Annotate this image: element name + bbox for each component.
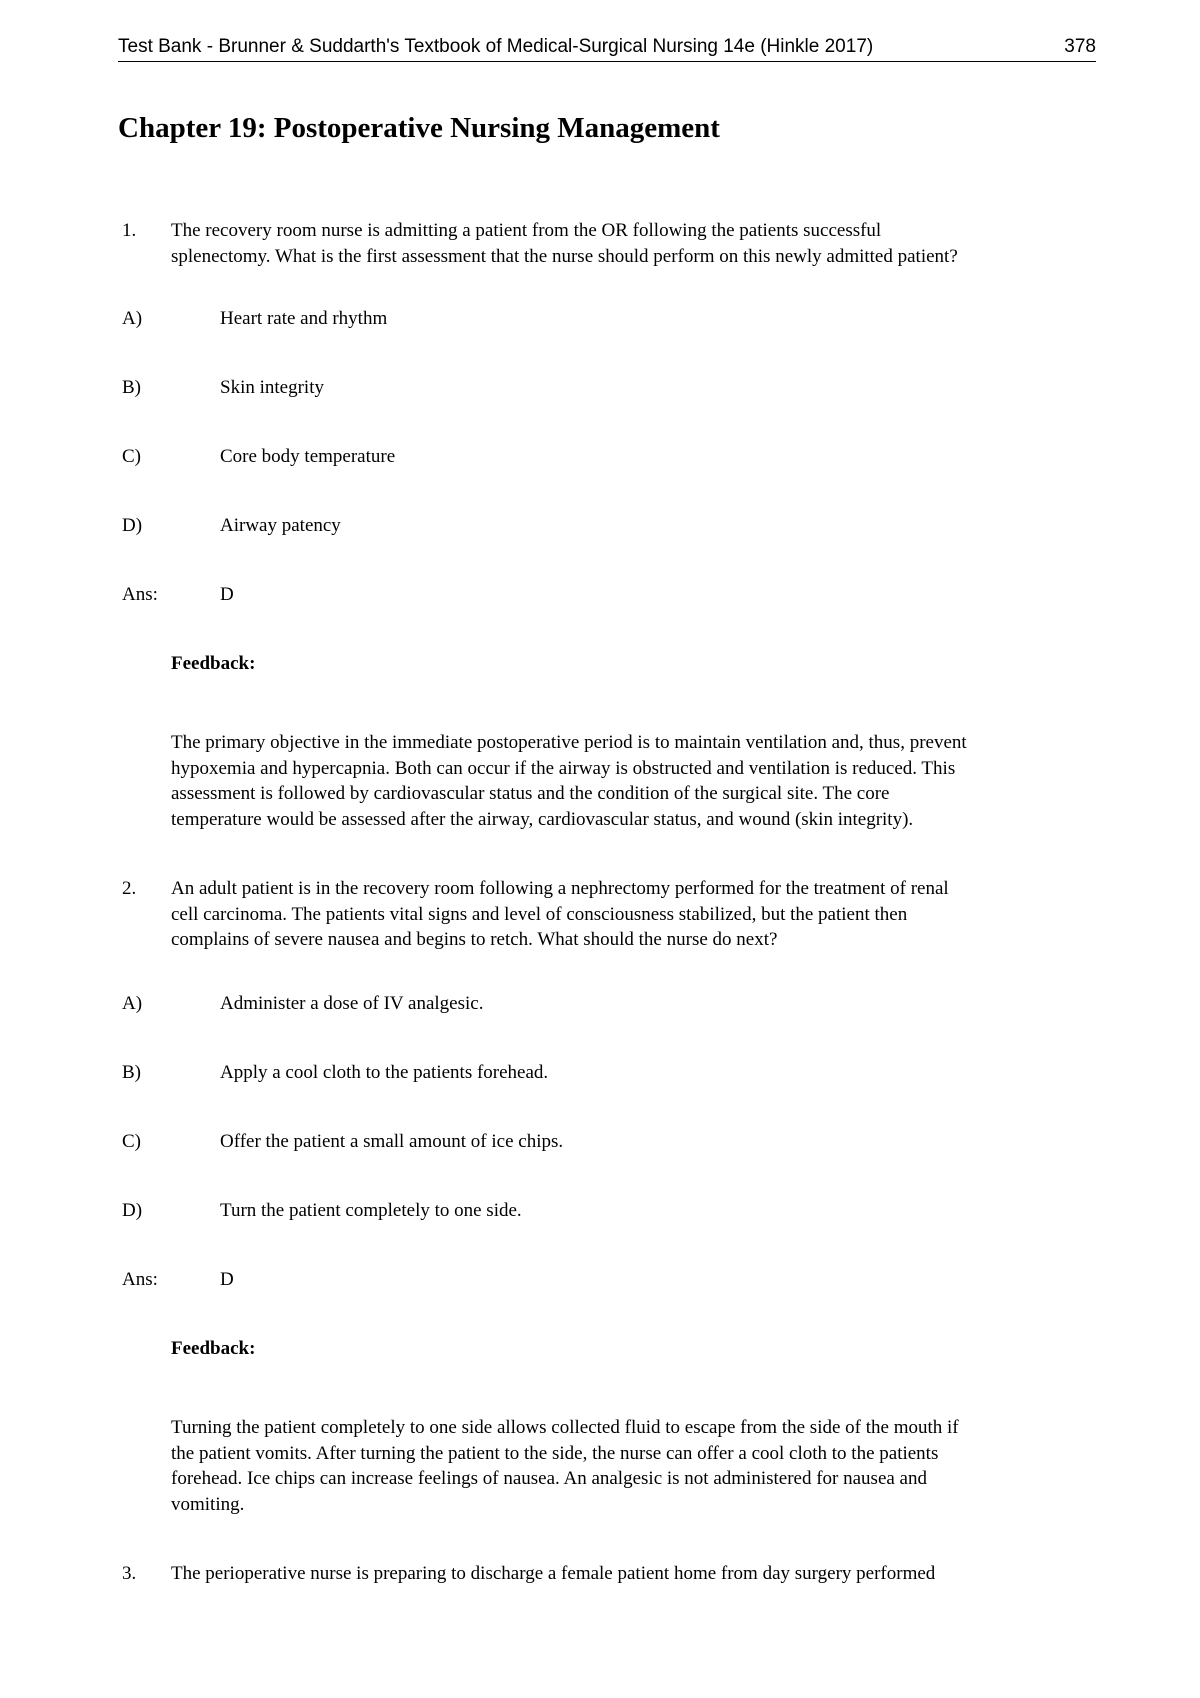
feedback-line: The primary objective in the immediate postoperative period is to maintain ventilation and, thus, prevent [171, 732, 967, 753]
chapter-title: Chapter 19: Postoperative Nursing Management [118, 112, 720, 144]
option-letter: C) [122, 446, 141, 467]
option-text: Airway patency [220, 515, 341, 536]
answer-label: Ans: [122, 584, 158, 605]
option-letter: B) [122, 1062, 141, 1083]
answer-label: Ans: [122, 1269, 158, 1290]
feedback-text [171, 730, 1096, 832]
option-text: Heart rate and rhythm [220, 308, 388, 329]
feedback-label: Feedback: [171, 653, 256, 674]
feedback-label: Feedback: [171, 1338, 256, 1359]
feedback-line: temperature would be assessed after the airway, cardiovascular status, and wound (skin integrity). [171, 808, 914, 830]
option-text: Administer a dose of IV analgesic. [220, 993, 484, 1014]
answer-value: D [220, 1269, 234, 1290]
feedback-text [171, 1415, 1096, 1517]
option-letter: D) [122, 1200, 143, 1221]
question-number: 3. [122, 1563, 137, 1584]
feedback-line: the patient vomits. After turning the patient to the side, the nurse can offer a cool cloth to the patients [171, 1442, 939, 1464]
question-number: 2. [122, 878, 137, 899]
question-line: The recovery room nurse is admitting a patient from the OR following the patients successful [171, 220, 882, 241]
option-letter: C) [122, 1131, 141, 1152]
question-line: The perioperative nurse is preparing to discharge a female patient home from day surgery performed [171, 1563, 936, 1584]
question-line: complains of severe nausea and begins to retch. What should the nurse do next? [171, 929, 778, 950]
option-letter: B) [122, 377, 141, 398]
question-line: splenectomy. What is the first assessment that the nurse should perform on this newly admitted patient? [171, 245, 958, 267]
option-letter: A) [122, 993, 143, 1014]
feedback-line: vomiting. [171, 1493, 245, 1515]
header-rule [118, 61, 1096, 62]
option-text: Apply a cool cloth to the patients forehead. [220, 1062, 549, 1083]
question-line: An adult patient is in the recovery room following a nephrectomy performed for the treatment of renal [171, 878, 949, 899]
question-line: cell carcinoma. The patients vital signs and level of consciousness stabilized, but the patient then [171, 903, 908, 925]
option-text: Skin integrity [220, 377, 324, 398]
question-text [171, 1561, 1096, 1587]
feedback-line: hypoxemia and hypercapnia. Both can occur if the airway is obstructed and ventilation is reduced. This [171, 757, 956, 779]
option-text: Offer the patient a small amount of ice chips. [220, 1131, 564, 1152]
feedback-line: forehead. Ice chips can increase feelings of nausea. An analgesic is not administered for nausea and [171, 1468, 927, 1489]
page-header [118, 36, 1096, 62]
question-text [171, 218, 1096, 269]
option-letter: A) [122, 308, 143, 329]
option-letter: D) [122, 515, 143, 536]
feedback-line: assessment is followed by cardiovascular status and the condition of the surgical site. The core [171, 783, 890, 804]
header-title: Test Bank - Brunner & Suddarth's Textbook of Medical-Surgical Nursing 14e (Hinkle 2017) [118, 36, 874, 57]
question-number: 1. [122, 220, 137, 241]
question-text [171, 876, 1096, 953]
feedback-line: Turning the patient completely to one side allows collected fluid to escape from the side of the mouth if [171, 1417, 959, 1438]
option-text: Turn the patient completely to one side. [220, 1200, 522, 1221]
page-number: 378 [1064, 36, 1096, 57]
option-text: Core body temperature [220, 446, 396, 467]
answer-value: D [220, 584, 234, 605]
